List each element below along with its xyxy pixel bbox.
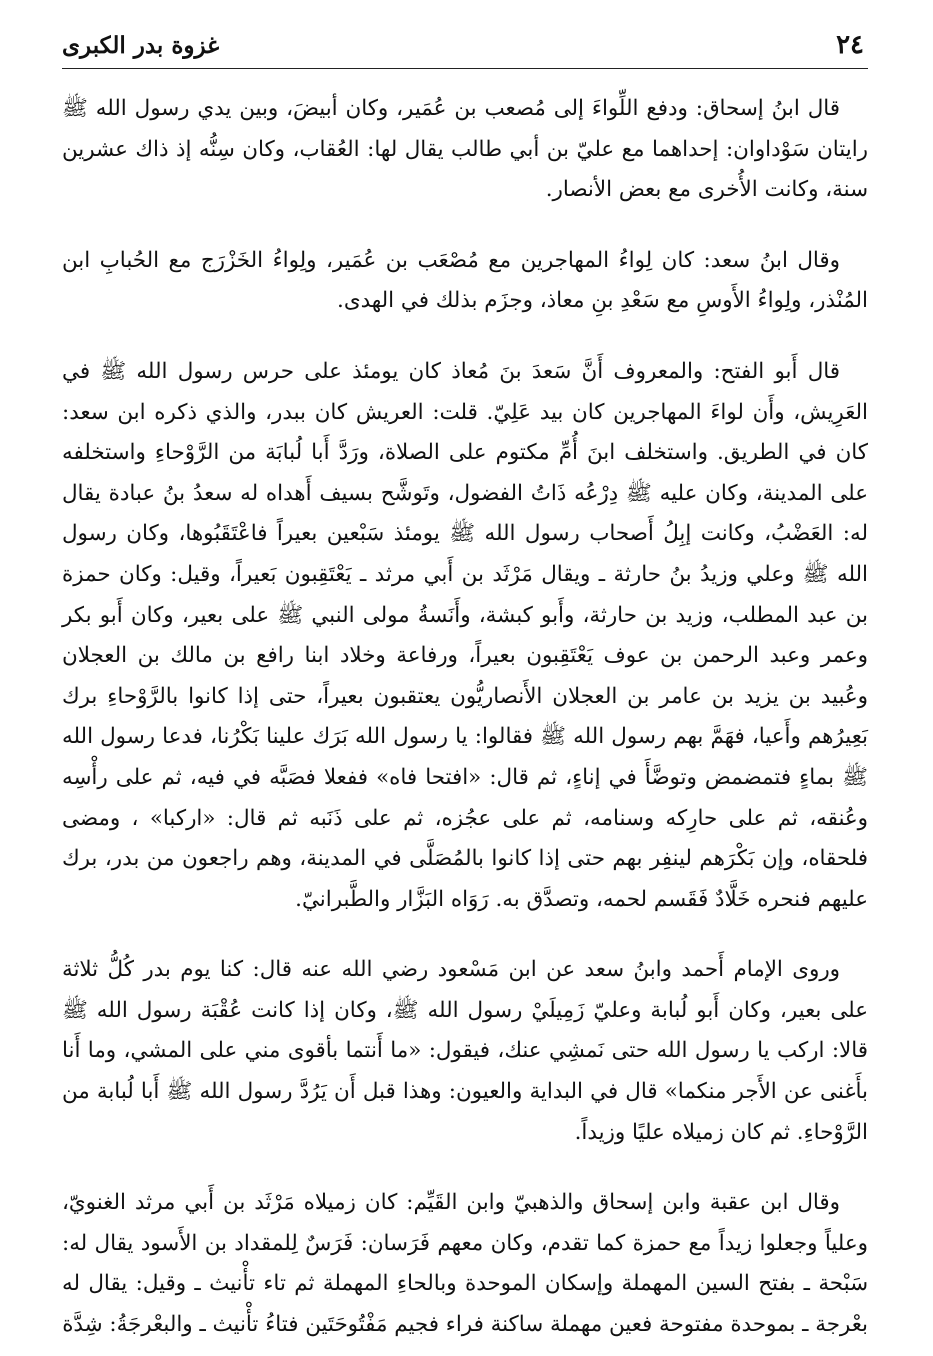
paragraph-ibn-saad-banners: وقال ابنُ سعد: كان لِواءُ المهاجرين مع مُصْعَب بن عُمَير، ولِواءُ الخَزْرَج مع الحُبابِ ابن المُنْذر، ولِواءُ الأَوسِ مع سَعْدِ بنِ معاذ، وجزَم بذلك في الهدى. xyxy=(62,247,868,314)
paragraph-ibn-ishaq-banners: قال ابنُ إسحاق: ودفع اللِّواءَ إلى مُصعب بن عُمَير، وكان أبيضَ، وبين يدي رسول الله ﷺ رايتان سَوْداوان: إحداهما مع عليّ بن أبي طالب يقال لها: العُقاب، وكان سِنُّه إذ ذاك عشرين سنة، وكانت الأُخرى مع بعض الأنصار. xyxy=(62,96,868,203)
book-page xyxy=(62,24,868,1338)
paragraph-abu-al-fath-camels: قال أَبو الفتح: والمعروف أَنَّ سَعدَ بنَ مُعاذ كان يومئذ على حرس رسول الله ﷺ في العَرِيش، وأَن لواءَ المهاجرين كان بيد عَلِيّ. قلت: العريش كان ببدر، والذي ذكره ابن سعد: كان في الطريق. واستخلف ابنَ أُمِّ مكتوم على الصلاة، ورَدَّ أَبا لُبابَة من الرَّوْحاءِ واستخلفه على المدينة، وكان عليه ﷺ دِرْعُه ذَاتُ الفضول، وتَوشَّح بسيف أَهداه له سعدُ بنُ عبادة يقال له: العَضْبُ، وكانت إبِلُ أَصحاب رسول الله ﷺ يومئذ سَبْعين بعيراً فاعْتَقَبُوها، وكان رسول الله ﷺ وعلي وزيدُ بنُ حارثة ـ ويقال مَرْثَد بن أَبي مرثد ـ يَعْتَقِبون بَعيراً، وقيل: وكان حمزة بن عبد المطلب، وزيد بن حارثة، وأَبو كبشة، وأَنَسةُ مولى النبي ﷺ على بعير، وكان أَبو بكر وعمر وعبد الرحمن بن عوف يَعْتَقِبون بعيراً، ورفاعة وخلاد ابنا رافع بن مالك بن العجلان وعُبيد بن يزيد بن عامر بن العجلان الأَنصاريُّون يعتقبون بعيراً، حتى إذا كانوا بالرَّوْحاءِ برك بَعِيرُهم وأَعيا، فهَمَّ بهم رسول الله ﷺ فقالوا: يا رسول الله بَرَك علينا بَكْرُنا، فدعا رسول الله ﷺ بماءٍ فتمضمض وتوضَّأَ في إناءٍ، ثم قال: «افتحا فاه» ففعلا فصَبَّه في فيه، ثم على رأْسِه وعُنقه، ثم على حارِكه وسنامه، ثم على عجُزه، ثم على ذَنَبه ثم قال: «اركبا» ، ومضى فلحقاه، وإن بَكْرَهم لينفِر بهم حتى إذا كانوا بالمُصَلَّى في المدينة، وهم راجعون من بدر، برك عليهم فنحره خَلَّادٌ فَقَسم لحمه، وتصدَّق به. رَوَاه البَزَّار والطَّبرانيّ. xyxy=(62,358,868,912)
page-header xyxy=(62,24,868,69)
book-title: غزوة بدر الكبرى xyxy=(62,32,220,59)
paragraph-ibn-uqba-horses: وقال ابن عقبة وابن إسحاق والذهبيّ وابن القَيِّم: كان زميلاه مَرْثَد بن أَبي مرثد الغنويّ، وعلياً وجعلوا زيداً مع حمزة كما تقدم، وكان معهم فَرَسان: فَرَسٌ لِلمقداد بن الأَسود يقال له: سَبْحة ـ بفتح السين المهملة وإسكان الموحدة وبالحاءِ المهملة ثم تاء تأْنيث ـ وقيل: يقال له بعْرجة ـ بموحدة مفتوحة فعين مهملة ساكنة فراء فجيم مَفْتُوحَتَين فتاءُ تأْنيث ـ والبعْرجَةُ: شِدَّة xyxy=(62,1190,868,1338)
paragraph-ahmad-ibn-masud: وروى الإمام أَحمد وابنُ سعد عن ابن مَسْعود رضي الله عنه قال: كنا يوم بدر كُلُّ ثلاثة على بعير، وكان أَبو لُبابة وعليّ زَمِيلَيْ رسول الله ﷺ، وكان إذا كانت عُقْبَة رسول الله ﷺ قالا: اركب يا رسول الله حتى نَمشِي عنك، فيقول: «ما أَنتما بأقوى مني على المشي، وما أَنا بأَغنى عن الأَجر منكما» قال في البداية والعيون: وهذا قبل أَن يَرُدَّ رسول الله ﷺ أَبا لُبابة من الرَّوْحاءِ. ثم كان زميلاه عليًا وزيداً. xyxy=(62,957,868,1145)
page-body xyxy=(62,89,868,1346)
page-number: ٢٤ xyxy=(836,30,864,60)
